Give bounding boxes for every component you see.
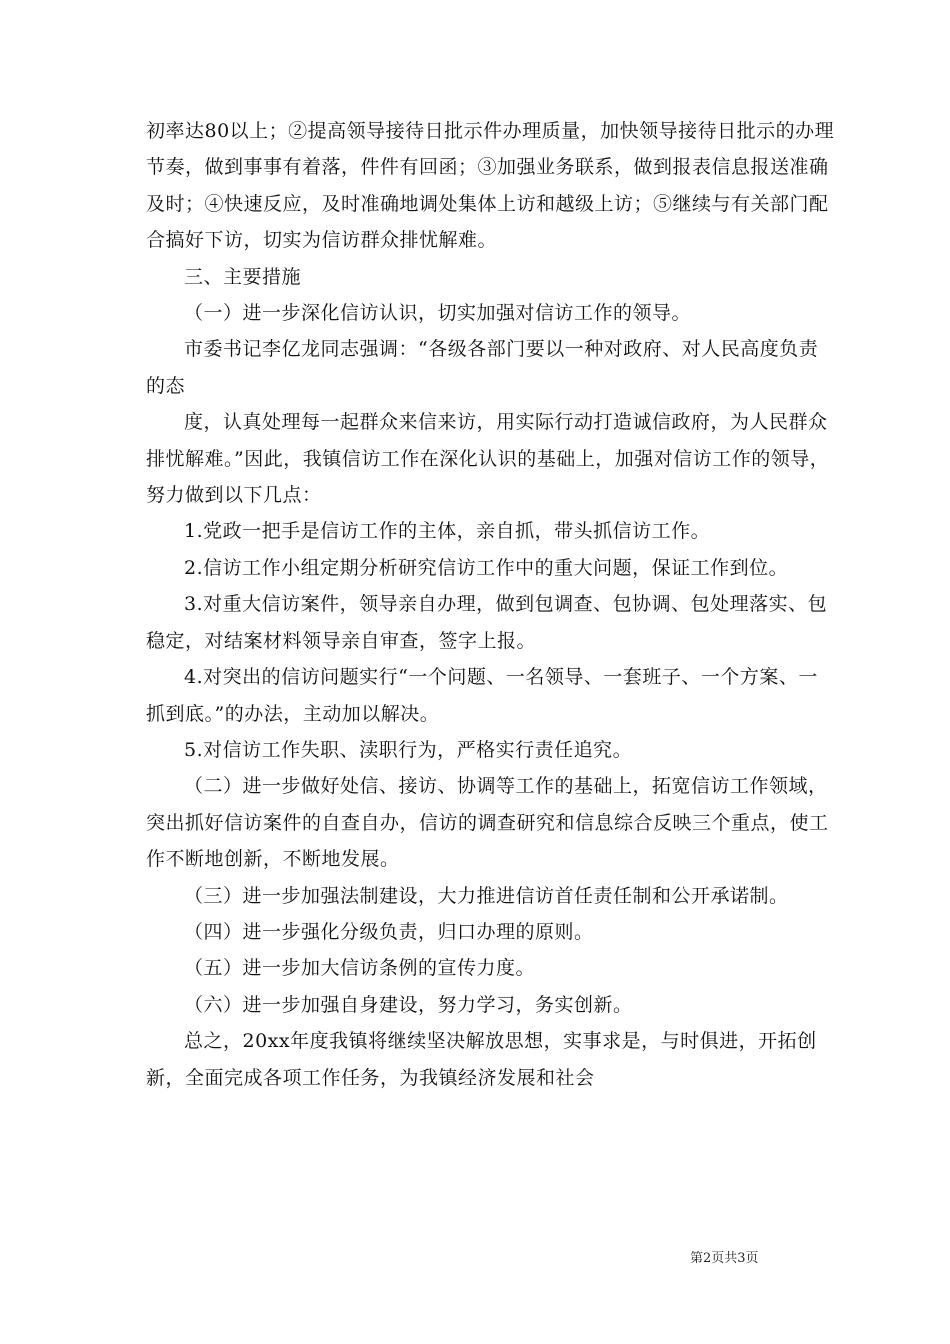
- list-item-5: 5.对信访工作失职、渎职行为，严格实行责任追究。: [184, 738, 633, 761]
- section-heading-main-measures: 三、主要措施: [184, 265, 302, 288]
- document-body: [146, 113, 836, 1096]
- paragraph-1: 初率达80以上；②提高领导接待日批示件办理质量，加快领导接待日批示的办理节奏，做到事事有着落，件件有回函；③加强业务联系，做到报表信息报送准确及时；④快速反应，及时准确地调处集体上访和越级上访；⑤继续与有关部门配合搞好下访，切实为信访群众排忧解难。: [146, 120, 835, 252]
- list-item-3: 3.对重大信访案件，领导亲自办理，做到包调查、包协调、包处理落实、包稳定，对结案材料领导亲自审查，签字上报。: [146, 593, 828, 652]
- page-number: 第2页共3页: [690, 1251, 759, 1266]
- subsection-heading-1: （一）进一步深化信访认识，切实加强对信访工作的领导。: [184, 302, 692, 325]
- subsection-heading-4: （四）进一步强化分级负责，归口办理的原则。: [184, 920, 594, 943]
- paragraph-quote-start: 市委书记李亿龙同志强调：“各级各部门要以一种对政府、对人民高度负责的态: [146, 338, 819, 397]
- subsection-heading-3: （三）进一步加强法制建设，大力推进信访首任责任制和公开承诺制。: [184, 884, 789, 907]
- subsection-heading-2: （二）进一步做好处信、接访、协调等工作的基础上，拓宽信访工作领域，突出抓好信访案件的自查自办，信访的调查研究和信息综合反映三个重点，使工作不断地创新，不断地发展。: [146, 775, 829, 871]
- list-item-4: 4.对突出的信访问题实行“一个问题、一名领导、一套班子、一个方案、一抓到底。”的办法，主动加以解决。: [146, 666, 818, 725]
- subsection-heading-6: （六）进一步加强自身建设，努力学习，务实创新。: [184, 993, 633, 1016]
- paragraph-quote-end: 度，认真处理每一起群众来信来访，用实际行动打造诚信政府，为人民群众排忧解难。”因此，我镇信访工作在深化认识的基础上，加强对信访工作的领导，努力做到以下几点：: [146, 411, 830, 507]
- list-item-2: 2.信访工作小组定期分析研究信访工作中的重大问题，保证工作到位。: [184, 556, 789, 579]
- paragraph-conclusion: 总之，20xx年度我镇将继续坚决解放思想，实事求是，与时俱进，开拓创新，全面完成各项工作任务，为我镇经济发展和社会: [146, 1030, 817, 1089]
- subsection-heading-5: （五）进一步加大信访条例的宣传力度。: [184, 957, 536, 980]
- list-item-1: 1.党政一把手是信访工作的主体，亲自抓，带头抓信访工作。: [184, 520, 711, 543]
